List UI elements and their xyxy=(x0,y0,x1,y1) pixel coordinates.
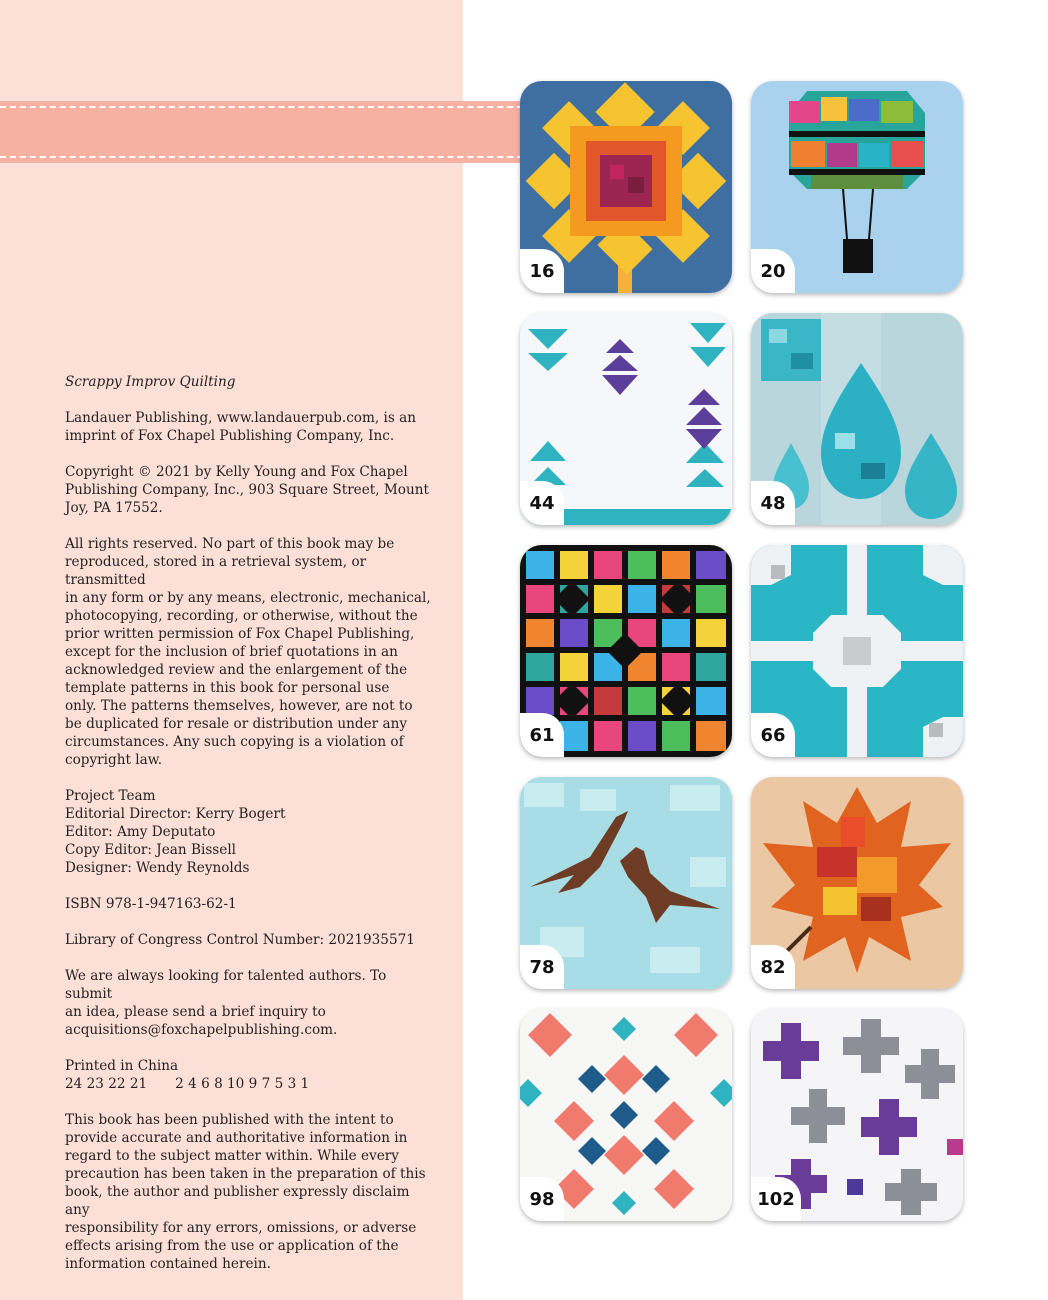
text-line: Landauer Publishing, www.landauerpub.com, is an xyxy=(65,410,417,426)
text-line: in any form or by any means, electronic, mechanical, xyxy=(65,590,431,606)
print-run: 2 4 6 8 10 9 7 5 3 1 xyxy=(175,1076,310,1092)
rights-note xyxy=(65,535,437,769)
thumbnail-plus-crosses xyxy=(751,1009,963,1221)
page-number-badge: 61 xyxy=(520,713,564,757)
text-line: an idea, please send a brief inquiry to xyxy=(65,1004,326,1020)
print-years: 24 23 22 21 xyxy=(65,1076,148,1092)
text-line: imprint of Fox Chapel Publishing Company, Inc. xyxy=(65,428,395,444)
text-line: book, the author and publisher expressly disclaim any xyxy=(65,1184,410,1218)
text-line: effects arising from the use or application of the xyxy=(65,1238,399,1254)
text-line: acquisitions@foxchapelpublishing.com. xyxy=(65,1022,338,1038)
printing-info xyxy=(65,1057,437,1093)
text-line: responsibility for any errors, omissions, or adverse xyxy=(65,1220,417,1236)
project-team xyxy=(65,787,437,877)
text-line: provide accurate and authoritative information in xyxy=(65,1130,408,1146)
page-number-badge: 44 xyxy=(520,481,564,525)
text-line: photocopying, recording, or otherwise, without the xyxy=(65,608,418,624)
text-line: Editorial Director: Kerry Bogert xyxy=(65,806,286,822)
text-line: This book has been published with the intent to xyxy=(65,1112,394,1128)
text-line: Project Team xyxy=(65,788,156,804)
authors-note xyxy=(65,967,437,1039)
text-line: only. The patterns themselves, however, are not to xyxy=(65,698,413,714)
thumbnail-raindrops xyxy=(751,313,963,525)
publisher-note xyxy=(65,409,437,445)
thumbnail-birds xyxy=(520,777,732,989)
text-line: circumstances. Any such copying is a violation of xyxy=(65,734,404,750)
text-line: regard to the subject matter within. While every xyxy=(65,1148,399,1164)
page-number-badge: 78 xyxy=(520,945,564,989)
text-line: precaution has been taken in the preparation of this xyxy=(65,1166,426,1182)
lccn: Library of Congress Control Number: 2021935571 xyxy=(65,932,415,948)
page-number-badge: 98 xyxy=(520,1177,564,1221)
page-number-badge: 102 xyxy=(751,1177,801,1221)
thumbnail-snowball-chain xyxy=(751,545,963,757)
text-line: Publishing Company, Inc., 903 Square Street, Mount xyxy=(65,482,429,498)
page-number-badge: 48 xyxy=(751,481,795,525)
text-line: copyright law. xyxy=(65,752,163,768)
text-line: be duplicated for resale or distribution under any xyxy=(65,716,408,732)
text-line: prior written permission of Fox Chapel Publishing, xyxy=(65,626,415,642)
colophon xyxy=(65,373,437,1291)
thumbnail-diamonds xyxy=(520,1009,732,1221)
isbn: ISBN 978-1-947163-62-1 xyxy=(65,896,237,912)
thumbnail-hot-air-balloon xyxy=(751,81,963,293)
book-title: Scrappy Improv Quilting xyxy=(65,374,236,390)
text-line: Copyright © 2021 by Kelly Young and Fox Chapel xyxy=(65,464,408,480)
text-line: We are always looking for talented authors. To submit xyxy=(65,968,387,1002)
text-line: reproduced, stored in a retrieval system, or transmitted xyxy=(65,554,367,588)
thumbnail-flower xyxy=(520,81,732,293)
page-number-badge: 66 xyxy=(751,713,795,757)
disclaimer xyxy=(65,1111,437,1273)
text-line: All rights reserved. No part of this book may be xyxy=(65,536,395,552)
text-line: information contained herein. xyxy=(65,1256,271,1272)
text-line: Designer: Wendy Reynolds xyxy=(65,860,250,876)
print-line xyxy=(65,1075,437,1093)
page-number-badge: 82 xyxy=(751,945,795,989)
text-line: template patterns in this book for personal use xyxy=(65,680,390,696)
text-line: Joy, PA 17552. xyxy=(65,500,163,516)
thumbnail-flying-geese xyxy=(520,313,732,525)
page-number-badge: 16 xyxy=(520,249,564,293)
thumbnail-stained-glass xyxy=(520,545,732,757)
text-line: acknowledged review and the enlargement of the xyxy=(65,662,408,678)
copyright-note xyxy=(65,463,437,517)
page-number-badge: 20 xyxy=(751,249,795,293)
text-line: Printed in China xyxy=(65,1058,179,1074)
text-line: Copy Editor: Jean Bissell xyxy=(65,842,237,858)
text-line: except for the inclusion of brief quotations in an xyxy=(65,644,398,660)
text-line: Editor: Amy Deputato xyxy=(65,824,216,840)
thumbnail-maple-leaf xyxy=(751,777,963,989)
